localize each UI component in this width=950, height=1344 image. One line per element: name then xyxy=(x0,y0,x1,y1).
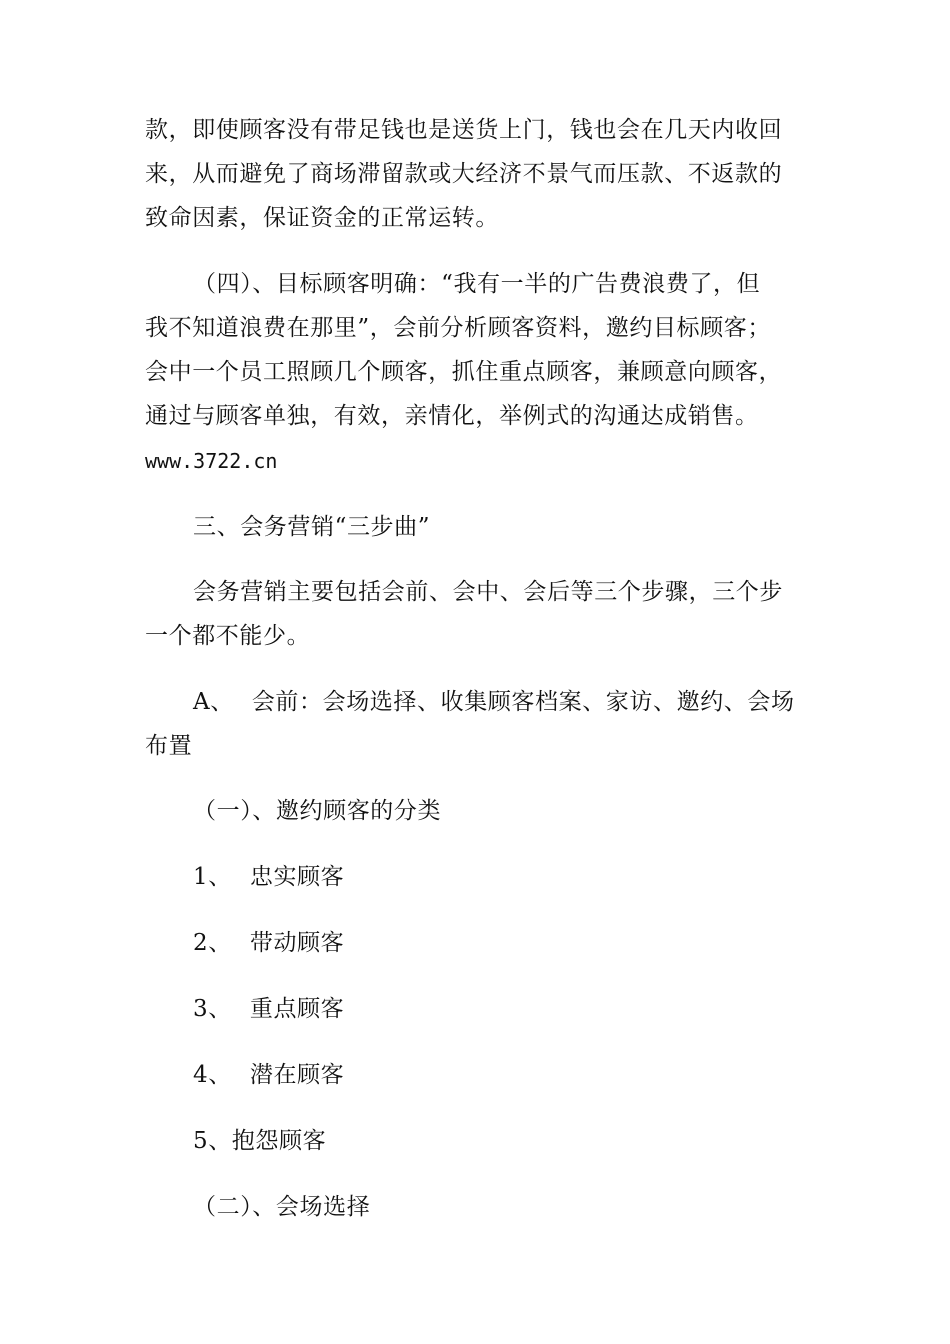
section-a-label: A、 xyxy=(193,689,234,715)
list-item xyxy=(193,863,344,891)
section-a-line-1 xyxy=(193,688,795,716)
list-item xyxy=(193,1061,344,1089)
list-item-text: 潜在顾客 xyxy=(249,1062,345,1088)
source-url: www.3722.cn xyxy=(145,449,278,473)
paragraph-1-line-2: 来，从而避免了商场滞留款或大经济不景气而压款、不返款的 xyxy=(145,161,783,187)
list-item-number: 1、 xyxy=(193,864,232,890)
section-a-line-2: 布置 xyxy=(145,733,193,759)
section-heading-3: 三、会务营销“三步曲” xyxy=(193,514,431,540)
paragraph-3-line-1: 会务营销主要包括会前、会中、会后等三个步骤，三个步 xyxy=(193,579,783,605)
list-item-number: 2、 xyxy=(193,930,232,956)
paragraph-2-line-4: 通过与顾客单独，有效，亲情化，举例式的沟通达成销售。 xyxy=(145,403,759,429)
paragraph-2-line-3: 会中一个员工照顾几个顾客，抓住重点顾客，兼顾意向顾客， xyxy=(145,359,783,385)
paragraph-1-line-1: 款，即使顾客没有带足钱也是送货上门，钱也会在几天内收回 xyxy=(145,117,783,143)
list-item-text: 带动顾客 xyxy=(249,930,345,956)
list-item-number: 3、 xyxy=(193,996,232,1022)
list-item xyxy=(193,929,344,957)
list-item-number: 4、 xyxy=(193,1062,232,1088)
list-item-5: 5、抱怨顾客 xyxy=(193,1128,327,1154)
section-a-text: 会前：会场选择、收集顾客档案、家访、邀约、会场 xyxy=(251,689,795,715)
subsection-2-heading: （二）、会场选择 xyxy=(193,1194,371,1220)
list-item-text: 忠实顾客 xyxy=(249,864,345,890)
paragraph-2-line-2: 我不知道浪费在那里”，会前分析顾客资料，邀约目标顾客； xyxy=(145,315,771,341)
paragraph-3-line-2: 一个都不能少。 xyxy=(145,623,311,649)
subsection-1-heading: （一）、邀约顾客的分类 xyxy=(193,798,442,824)
list-item-text: 重点顾客 xyxy=(249,996,345,1022)
list-item xyxy=(193,995,344,1023)
paragraph-2-line-1: （四）、目标顾客明确：“我有一半的广告费浪费了，但 xyxy=(193,271,761,297)
paragraph-1-line-3: 致命因素，保证资金的正常运转。 xyxy=(145,205,499,231)
